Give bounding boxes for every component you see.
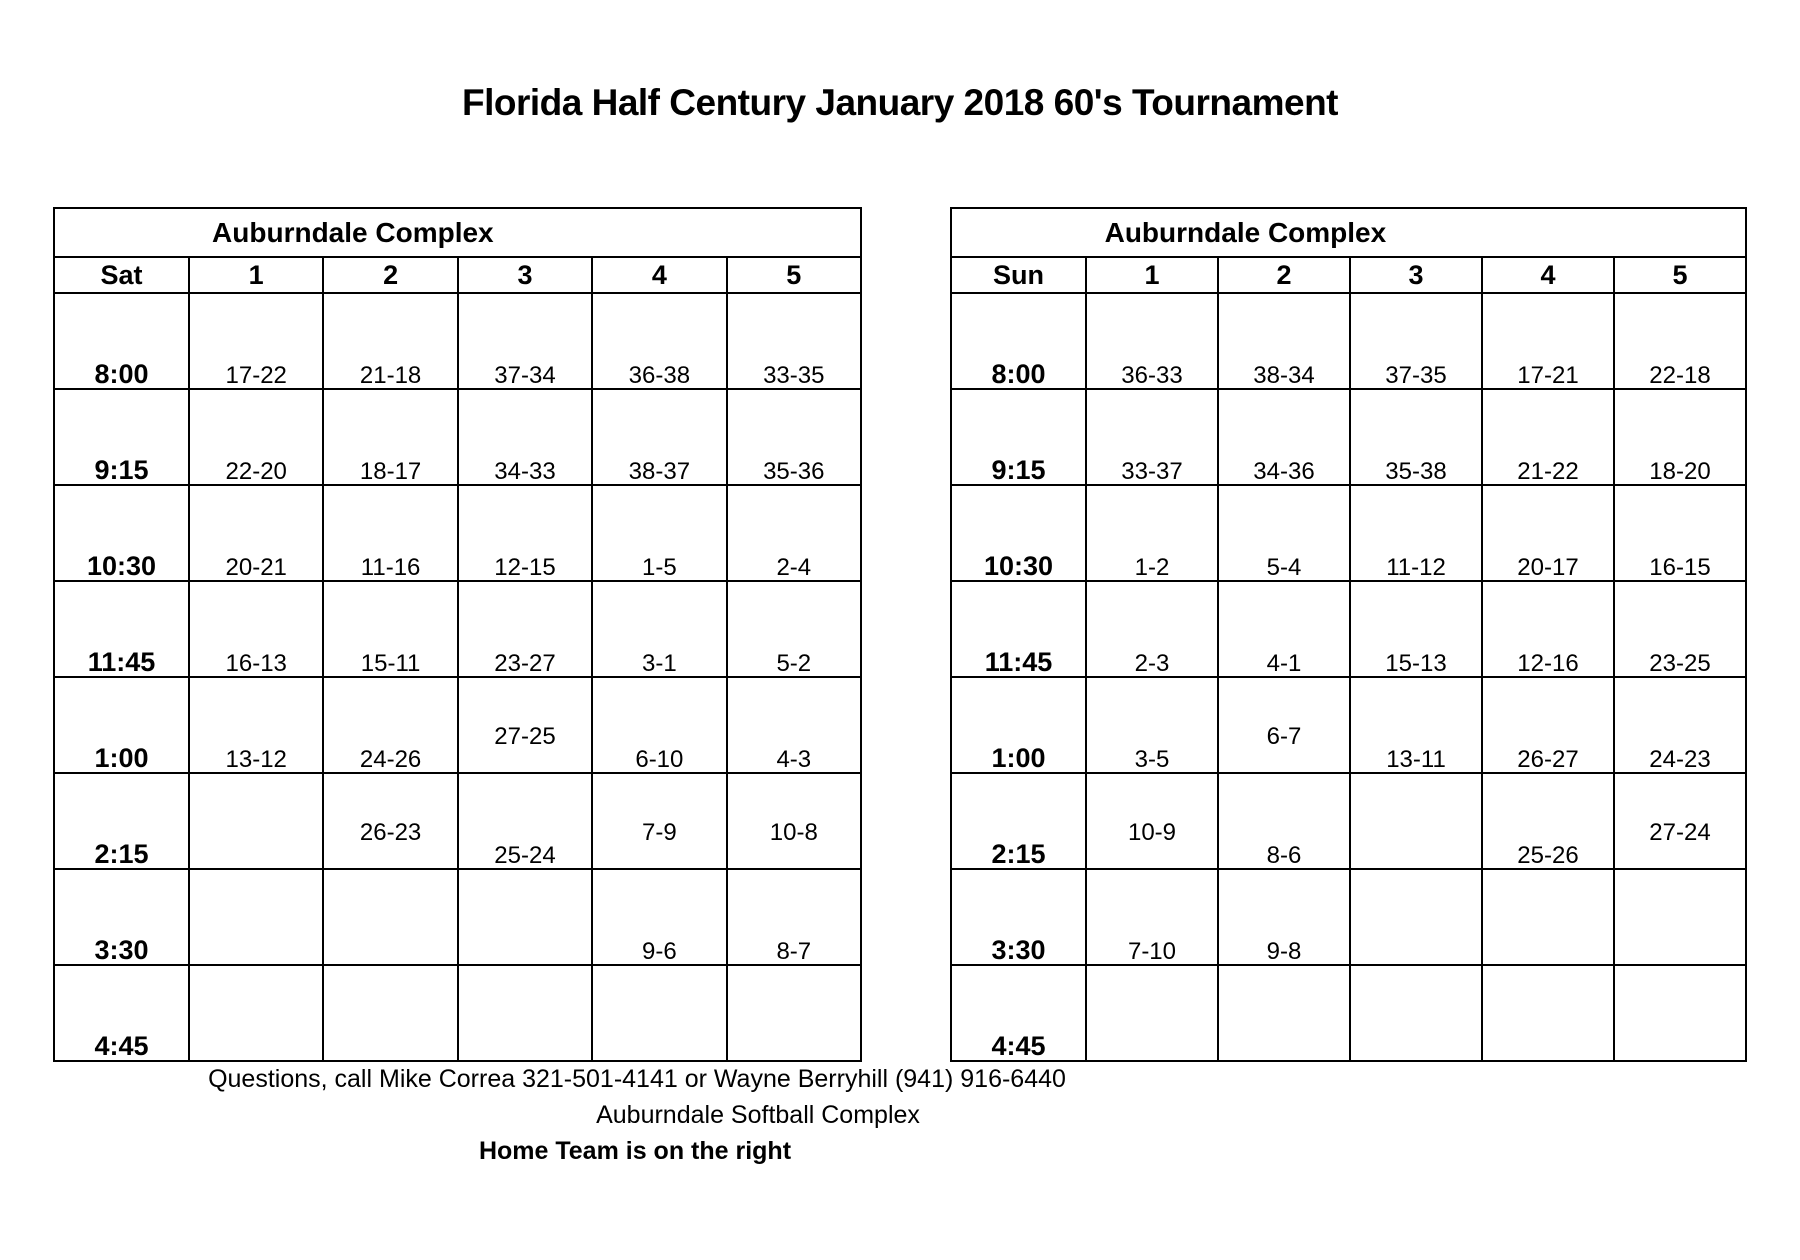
game-matchup-cell [458,869,592,965]
game-matchup-cell: 8-7 [727,869,861,965]
game-matchup-cell: 6-10 [592,677,726,773]
game-matchup-cell: 33-37 [1086,389,1218,485]
time-cell: 10:30 [951,485,1086,581]
schedule-row [951,293,1746,389]
schedule-row [951,965,1746,1061]
game-matchup-cell: 23-27 [458,581,592,677]
field-header-cell: 1 [189,257,323,293]
game-matchup-cell: 25-24 [458,773,592,869]
field-header-cell: 1 [1086,257,1218,293]
field-header-cell: 4 [1482,257,1614,293]
game-matchup-cell: 17-21 [1482,293,1614,389]
game-matchup-cell: 38-37 [592,389,726,485]
game-matchup-cell: 15-11 [323,581,457,677]
game-matchup-cell: 37-35 [1350,293,1482,389]
game-matchup-cell: 26-23 [323,773,457,869]
game-matchup-cell: 9-6 [592,869,726,965]
schedule-row [951,581,1746,677]
time-cell: 10:30 [54,485,189,581]
time-cell: 2:15 [951,773,1086,869]
game-matchup-cell: 26-27 [1482,677,1614,773]
game-matchup-cell: 4-1 [1218,581,1350,677]
field-header-cell: 4 [592,257,726,293]
game-matchup-cell: 3-1 [592,581,726,677]
game-matchup-cell: 27-24 [1614,773,1746,869]
game-matchup-cell: 11-16 [323,485,457,581]
time-cell: 4:45 [951,965,1086,1061]
game-matchup-cell: 36-38 [592,293,726,389]
game-matchup-cell: 34-36 [1218,389,1350,485]
time-cell: 1:00 [54,677,189,773]
game-matchup-cell: 5-2 [727,581,861,677]
game-matchup-cell: 12-16 [1482,581,1614,677]
sunday-schedule-table [950,207,1747,1062]
schedule-row [54,293,861,389]
game-matchup-cell: 16-13 [189,581,323,677]
game-matchup-cell [458,965,592,1061]
game-matchup-cell: 36-33 [1086,293,1218,389]
game-matchup-cell: 7-9 [592,773,726,869]
time-cell: 11:45 [54,581,189,677]
game-matchup-cell: 25-26 [1482,773,1614,869]
complex-label: Auburndale Complex [212,216,494,248]
game-matchup-cell: 18-20 [1614,389,1746,485]
field-header-cell: 2 [323,257,457,293]
complex-header-row [951,208,1746,257]
game-matchup-cell: 34-33 [458,389,592,485]
time-cell: 3:30 [54,869,189,965]
day-header-cell: Sat [54,257,189,293]
game-matchup-cell [189,965,323,1061]
game-matchup-cell [1482,869,1614,965]
game-matchup-cell: 5-4 [1218,485,1350,581]
game-matchup-cell: 13-11 [1350,677,1482,773]
game-matchup-cell: 13-12 [189,677,323,773]
game-matchup-cell: 1-2 [1086,485,1218,581]
complex-label: Auburndale Complex [1104,216,1387,248]
game-matchup-cell: 10-9 [1086,773,1218,869]
game-matchup-cell: 3-5 [1086,677,1218,773]
game-matchup-cell [1350,773,1482,869]
day-header-cell: Sun [951,257,1086,293]
game-matchup-cell [189,869,323,965]
schedule-row [54,485,861,581]
game-matchup-cell [323,869,457,965]
game-matchup-cell: 24-26 [323,677,457,773]
time-cell: 8:00 [951,293,1086,389]
game-matchup-cell [189,773,323,869]
field-header-cell: 2 [1218,257,1350,293]
game-matchup-cell: 4-3 [727,677,861,773]
field-header-row [54,257,861,293]
game-matchup-cell [592,965,726,1061]
time-cell: 3:30 [951,869,1086,965]
schedule-row [54,773,861,869]
home-team-note: Home Team is on the right [478,1137,792,1165]
time-cell: 1:00 [951,677,1086,773]
game-matchup-cell: 21-22 [1482,389,1614,485]
game-matchup-cell: 20-17 [1482,485,1614,581]
game-matchup-cell: 22-18 [1614,293,1746,389]
schedule-row [54,581,861,677]
game-matchup-cell: 7-10 [1086,869,1218,965]
field-header-cell: 5 [727,257,861,293]
game-matchup-cell: 23-25 [1614,581,1746,677]
time-cell: 2:15 [54,773,189,869]
game-matchup-cell: 2-3 [1086,581,1218,677]
field-header-row [951,257,1746,293]
game-matchup-cell: 9-8 [1218,869,1350,965]
game-matchup-cell [727,965,861,1061]
time-cell: 8:00 [54,293,189,389]
game-matchup-cell: 37-34 [458,293,592,389]
game-matchup-cell: 8-6 [1218,773,1350,869]
page-title: Florida Half Century January 2018 60's Tournament [461,82,1338,123]
game-matchup-cell [1614,965,1746,1061]
game-matchup-cell: 35-38 [1350,389,1482,485]
game-matchup-cell: 12-15 [458,485,592,581]
schedule-row [54,965,861,1061]
game-matchup-cell [323,965,457,1061]
game-matchup-cell: 35-36 [727,389,861,485]
schedule-row [951,389,1746,485]
game-matchup-cell: 6-7 [1218,677,1350,773]
game-matchup-cell: 20-21 [189,485,323,581]
game-matchup-cell: 17-22 [189,293,323,389]
venue-line: Auburndale Softball Complex [596,1101,920,1129]
field-header-cell: 3 [458,257,592,293]
time-cell: 4:45 [54,965,189,1061]
saturday-schedule-table [53,207,862,1062]
game-matchup-cell: 18-17 [323,389,457,485]
game-matchup-cell: 38-34 [1218,293,1350,389]
time-cell: 11:45 [951,581,1086,677]
field-header-cell: 3 [1350,257,1482,293]
questions-contact-line: Questions, call Mike Correa 321-501-4141 or Wayne Berryhill (941) 916-6440 [208,1065,1066,1093]
complex-label-cell [54,208,861,257]
game-matchup-cell: 24-23 [1614,677,1746,773]
field-header-cell: 5 [1614,257,1746,293]
game-matchup-cell: 1-5 [592,485,726,581]
game-matchup-cell: 2-4 [727,485,861,581]
schedule-row [951,869,1746,965]
game-matchup-cell: 22-20 [189,389,323,485]
game-matchup-cell: 10-8 [727,773,861,869]
game-matchup-cell [1350,965,1482,1061]
schedule-row [54,389,861,485]
schedule-row [951,677,1746,773]
game-matchup-cell [1614,869,1746,965]
game-matchup-cell: 16-15 [1614,485,1746,581]
game-matchup-cell [1086,965,1218,1061]
complex-header-row [54,208,861,257]
time-cell: 9:15 [54,389,189,485]
schedule-row [54,869,861,965]
game-matchup-cell: 21-18 [323,293,457,389]
game-matchup-cell: 27-25 [458,677,592,773]
game-matchup-cell: 15-13 [1350,581,1482,677]
schedule-row [951,773,1746,869]
game-matchup-cell [1350,869,1482,965]
game-matchup-cell: 33-35 [727,293,861,389]
complex-label-cell [951,208,1746,257]
schedule-row [951,485,1746,581]
game-matchup-cell [1482,965,1614,1061]
time-cell: 9:15 [951,389,1086,485]
game-matchup-cell [1218,965,1350,1061]
game-matchup-cell: 11-12 [1350,485,1482,581]
schedule-row [54,677,861,773]
